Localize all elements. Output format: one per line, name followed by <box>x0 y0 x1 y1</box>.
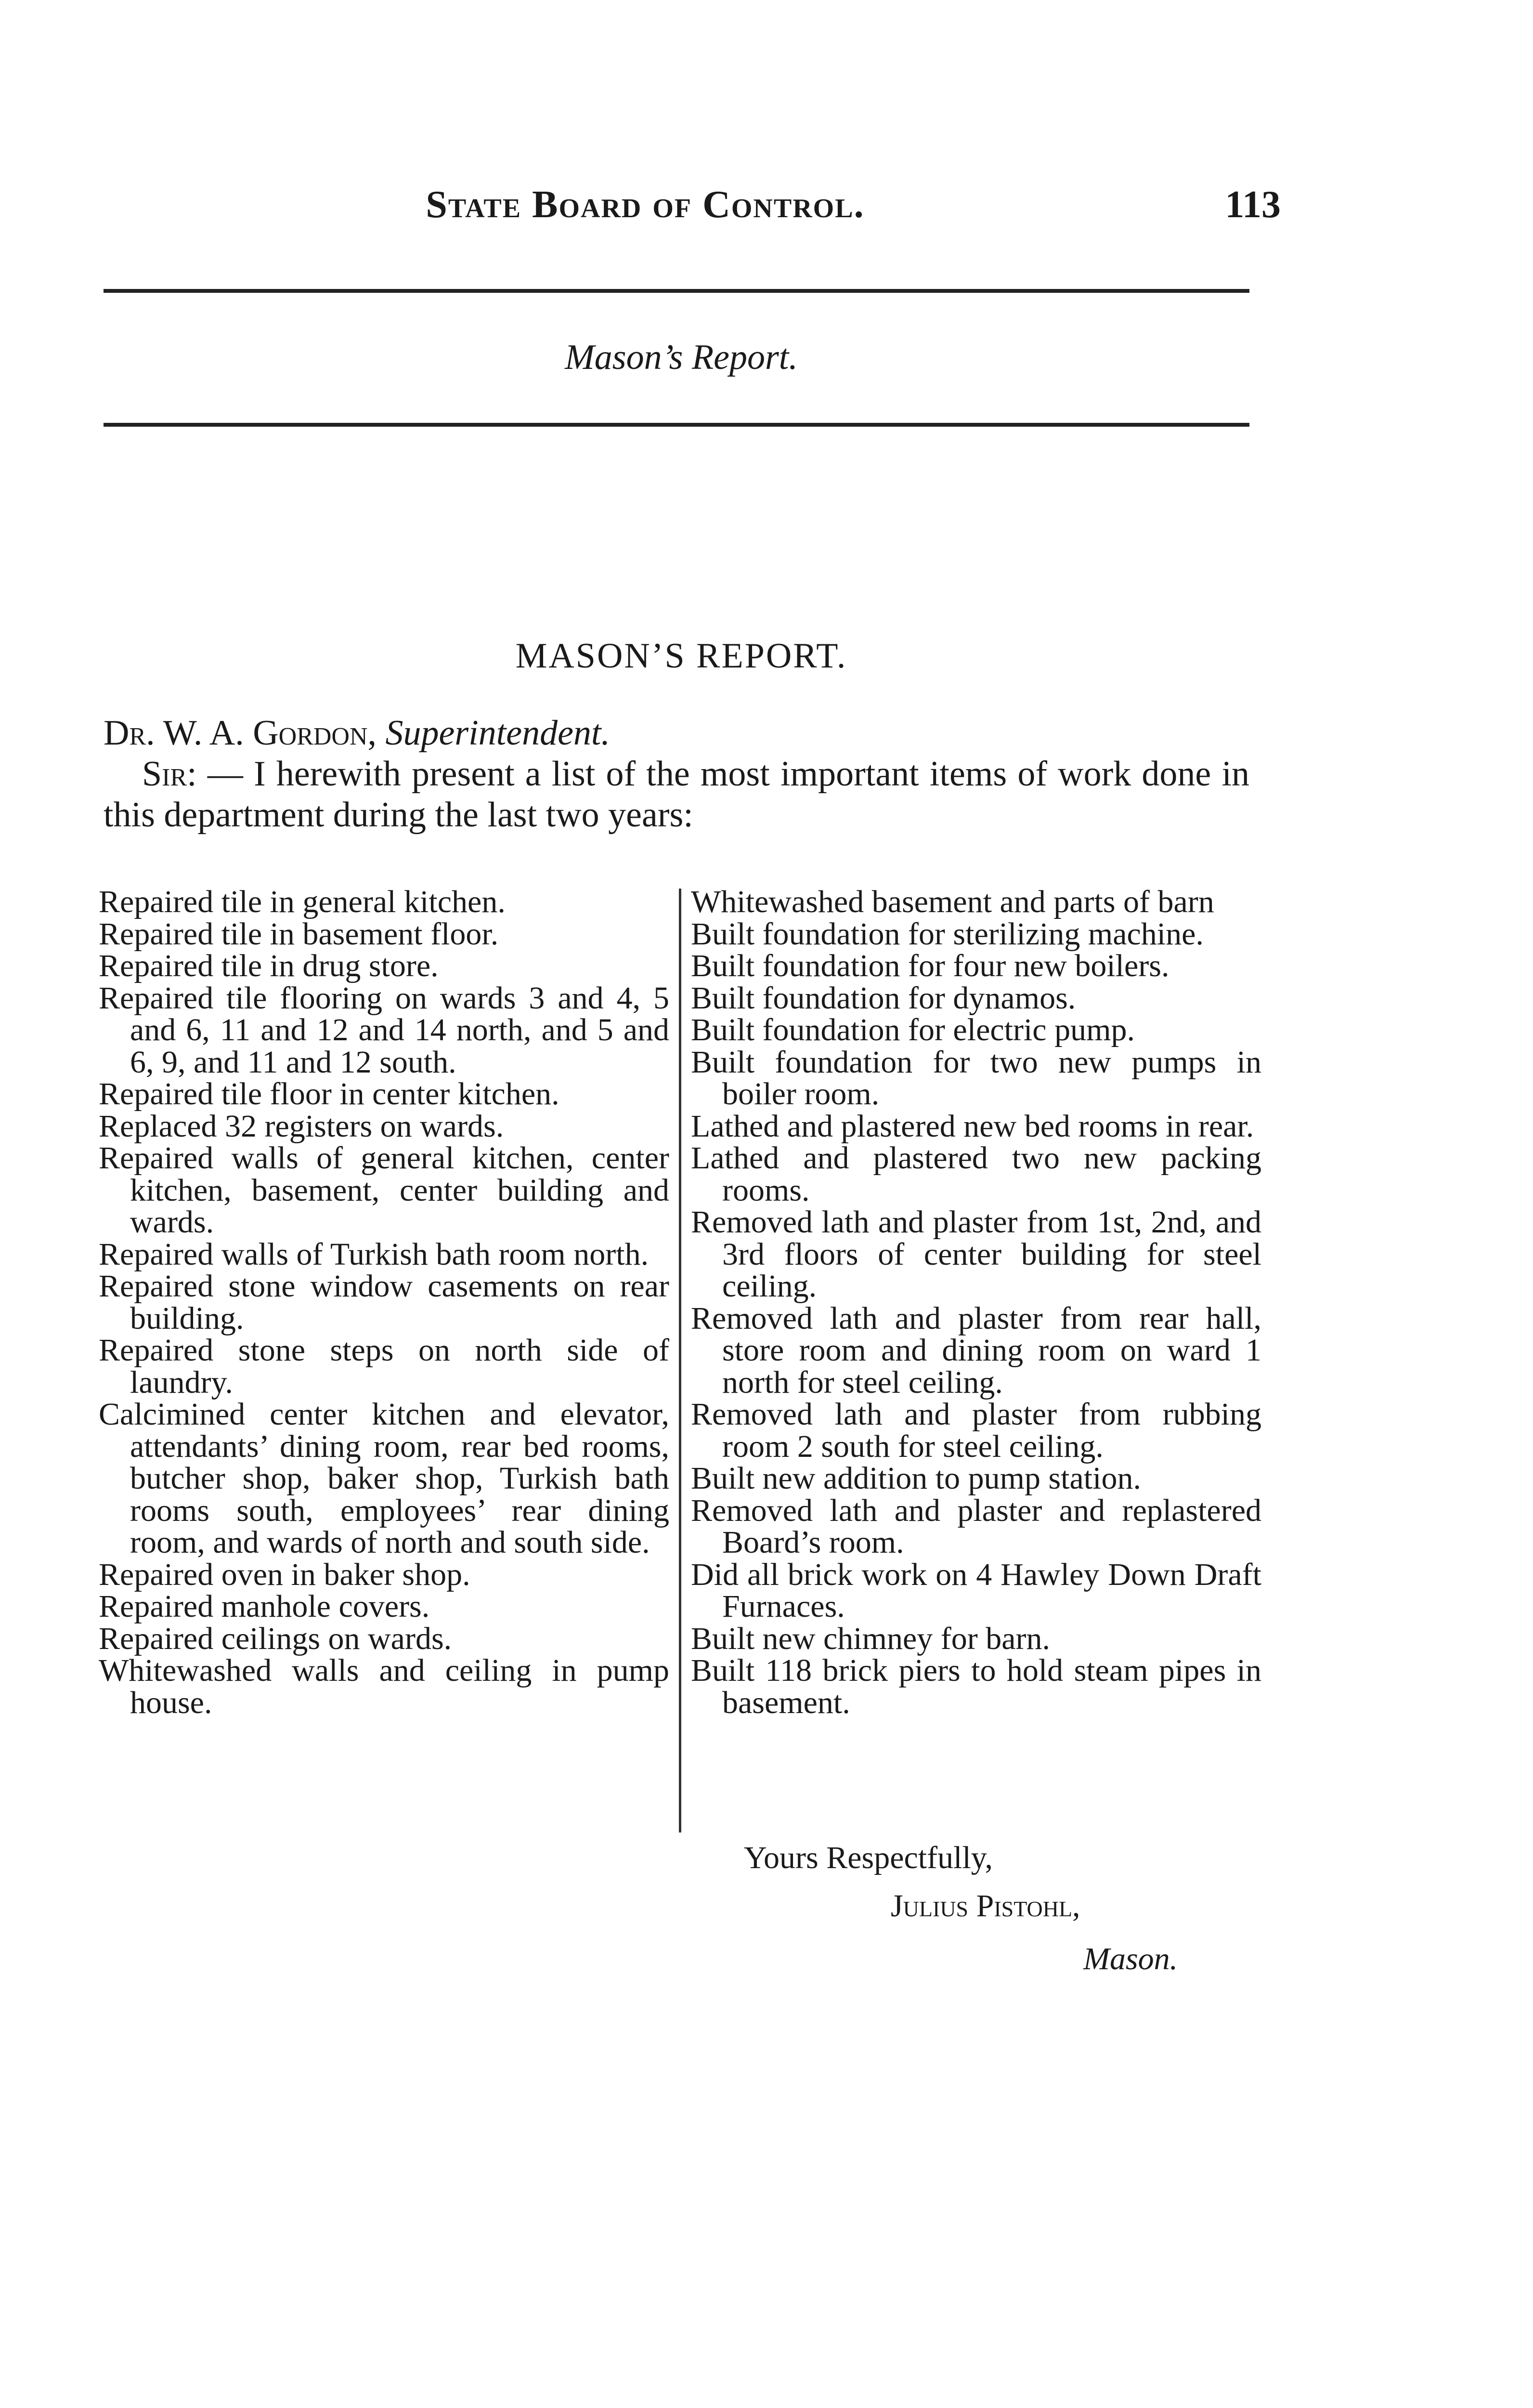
signatory-name: Julius Pistohl, <box>891 1888 1080 1924</box>
running-head <box>0 183 1533 241</box>
list-item: Repaired ceilings on wards. <box>99 1621 452 1656</box>
salutation <box>104 713 610 754</box>
list-item: Built foundation for four new boilers. <box>691 948 1169 983</box>
list-item: Removed lath and plaster from rear hall, store room and dining room on ward 1 north for steel ceiling. <box>691 1300 1261 1400</box>
list-item: Repaired oven in baker shop. <box>99 1557 470 1592</box>
intro-paragraph <box>104 754 1249 836</box>
list-item: Repaired stone window casements on rear building. <box>99 1269 669 1336</box>
list-item: Repaired tile in drug store. <box>99 948 439 983</box>
page-number: 113 <box>1225 183 1281 226</box>
list-item: Repaired tile in general kitchen. <box>99 884 506 919</box>
closing-salutation: Yours Respectfully, <box>744 1840 993 1875</box>
signatory-title: Mason. <box>1083 1941 1178 1976</box>
intro-sir: Sir: <box>142 754 197 794</box>
list-item: Repaired tile floor in center kitchen. <box>99 1076 559 1112</box>
list-item: Repaired tile in basement floor. <box>99 916 499 952</box>
caption-rule <box>104 423 1249 427</box>
list-item: Repaired stone steps on north side of laundry. <box>99 1333 669 1400</box>
top-rule <box>104 289 1249 293</box>
column-divider <box>679 889 681 1832</box>
list-item: Removed lath and plaster from rubbing room 2 south for steel ceiling. <box>691 1397 1261 1464</box>
list-item: Built new addition to pump station. <box>691 1461 1141 1496</box>
list-item: Repaired walls of general kitchen, center kitchen, basement, center building and wards. <box>99 1140 669 1240</box>
running-title: State Board of Control. <box>426 183 865 226</box>
list-item: Removed lath and plaster and replastered Board’s room. <box>691 1492 1261 1560</box>
list-item: Calcimined center kitchen and elevator, attendants’ dining room, rear bed rooms, butcher shop, baker shop, Turkish bath rooms south, employees’ rear dining room, and wards of north and south side. <box>99 1397 669 1560</box>
addressee-name: Dr. W. A. Gordon, <box>104 713 377 753</box>
list-item: Removed lath and plaster from 1st, 2nd, and 3rd floors of center building for steel ceiling. <box>691 1204 1261 1304</box>
list-item: Built new chimney for barn. <box>691 1621 1050 1656</box>
list-item: Built foundation for two new pumps in boiler room. <box>691 1044 1261 1112</box>
left-work-list <box>99 886 669 1719</box>
list-item: Built foundation for electric pump. <box>691 1012 1135 1047</box>
list-item: Repaired manhole covers. <box>99 1589 430 1624</box>
addressee-role: Superintendent. <box>385 713 611 753</box>
list-item: Lathed and plastered new bed rooms in rear. <box>691 1108 1254 1144</box>
list-item: Built foundation for sterilizing machine. <box>691 916 1204 952</box>
list-item: Lathed and plastered two new packing rooms. <box>691 1140 1261 1208</box>
right-work-list <box>691 886 1261 1719</box>
list-item: Repaired walls of Turkish bath room north. <box>99 1236 649 1272</box>
list-item: Built 118 brick piers to hold steam pipes in basement. <box>691 1653 1261 1720</box>
list-item: Built foundation for dynamos. <box>691 980 1076 1016</box>
list-item: Did all brick work on 4 Hawley Down Draft Furnaces. <box>691 1557 1261 1624</box>
list-item: Repaired tile flooring on wards 3 and 4, 5 and 6, 11 and 12 and 14 north, and 5 and 6, 9, and 11 and 12 south. <box>99 980 669 1080</box>
intro-text: — I herewith present a list of the most important items of work done in this department during the last two years: <box>104 754 1249 835</box>
list-item: Replaced 32 registers on wards. <box>99 1108 504 1144</box>
section-caption: Mason’s Report. <box>565 338 798 377</box>
list-item: Whitewashed basement and parts of barn <box>691 884 1214 919</box>
report-title: MASON’S REPORT. <box>515 636 847 676</box>
list-item: Whitewashed walls and ceiling in pump house. <box>99 1653 669 1720</box>
